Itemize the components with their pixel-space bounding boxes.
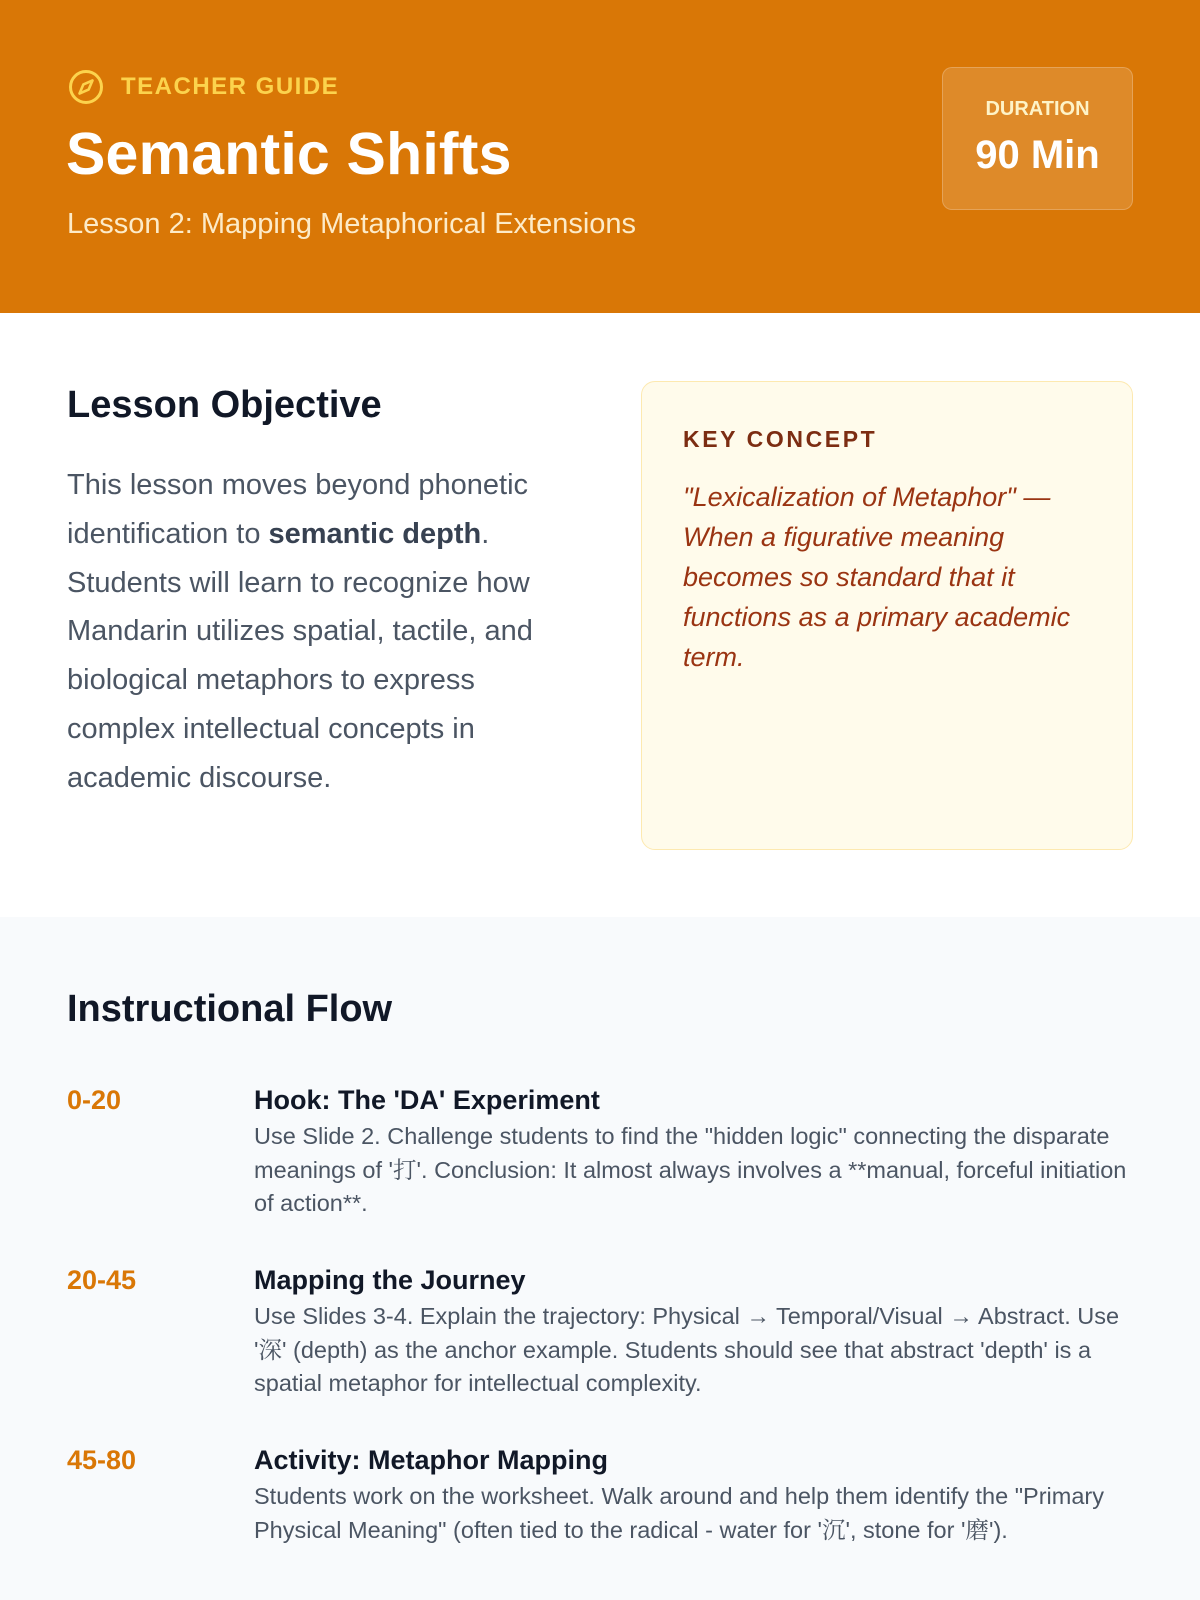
objective-text-emphasis: semantic depth xyxy=(268,517,482,550)
key-concept-text: "Lexicalization of Metaphor" — When a figurative meaning becomes so standard that it functions as a primary academic term. xyxy=(683,482,1071,672)
page-subtitle: Lesson 2: Mapping Metaphorical Extensions xyxy=(67,208,637,240)
eyebrow-label: TEACHER GUIDE xyxy=(121,73,340,100)
step-time: 0-20 xyxy=(67,1085,122,1115)
instructional-flow-section xyxy=(0,917,1200,1600)
step-description: Use Slides 3-4. Explain the trajectory: Physical → Temporal/Visual → Abstract. Use '深' (depth) as the anchor example. Students should see that abstract 'depth' is a spatial metaphor for intellectual complexity. xyxy=(254,1303,1120,1396)
compass-icon xyxy=(68,69,104,105)
eyebrow xyxy=(68,69,339,105)
step-description: Students work on the worksheet. Walk around and help them identify the "Primary Physical Meaning" (often tied to the radical - water for '沉', stone for '磨'). xyxy=(254,1483,1104,1543)
step-title: Mapping the Journey xyxy=(254,1265,526,1295)
step-time: 45-80 xyxy=(67,1445,137,1475)
objective-text-end: . Students will learn to recognize how Mandarin utilizes spatial, tactile, and biological metaphors to express complex intellectual concepts in academic discourse. xyxy=(67,517,533,794)
objective-text-start: This lesson moves beyond phonetic identification to xyxy=(67,469,529,550)
key-concept-card xyxy=(641,381,1133,850)
duration-card xyxy=(942,67,1133,210)
flow-heading: Instructional Flow xyxy=(67,988,393,1030)
step-title: Activity: Metaphor Mapping xyxy=(254,1445,609,1475)
duration-label: DURATION xyxy=(985,98,1090,120)
step-time: 20-45 xyxy=(67,1265,137,1295)
step-description: Use Slide 2. Challenge students to find the "hidden logic" connecting the disparate meanings of '打'. Conclusion: It almost always involves a **manual, forceful initiation of action**. xyxy=(254,1123,1127,1216)
header-banner xyxy=(0,0,1200,313)
objective-text xyxy=(67,461,557,803)
objective-heading: Lesson Objective xyxy=(67,384,382,426)
key-concept-label: KEY CONCEPT xyxy=(683,426,878,452)
duration-value: 90 Min xyxy=(975,133,1100,177)
step-title: Hook: The 'DA' Experiment xyxy=(254,1085,600,1115)
page-title: Semantic Shifts xyxy=(66,121,512,187)
